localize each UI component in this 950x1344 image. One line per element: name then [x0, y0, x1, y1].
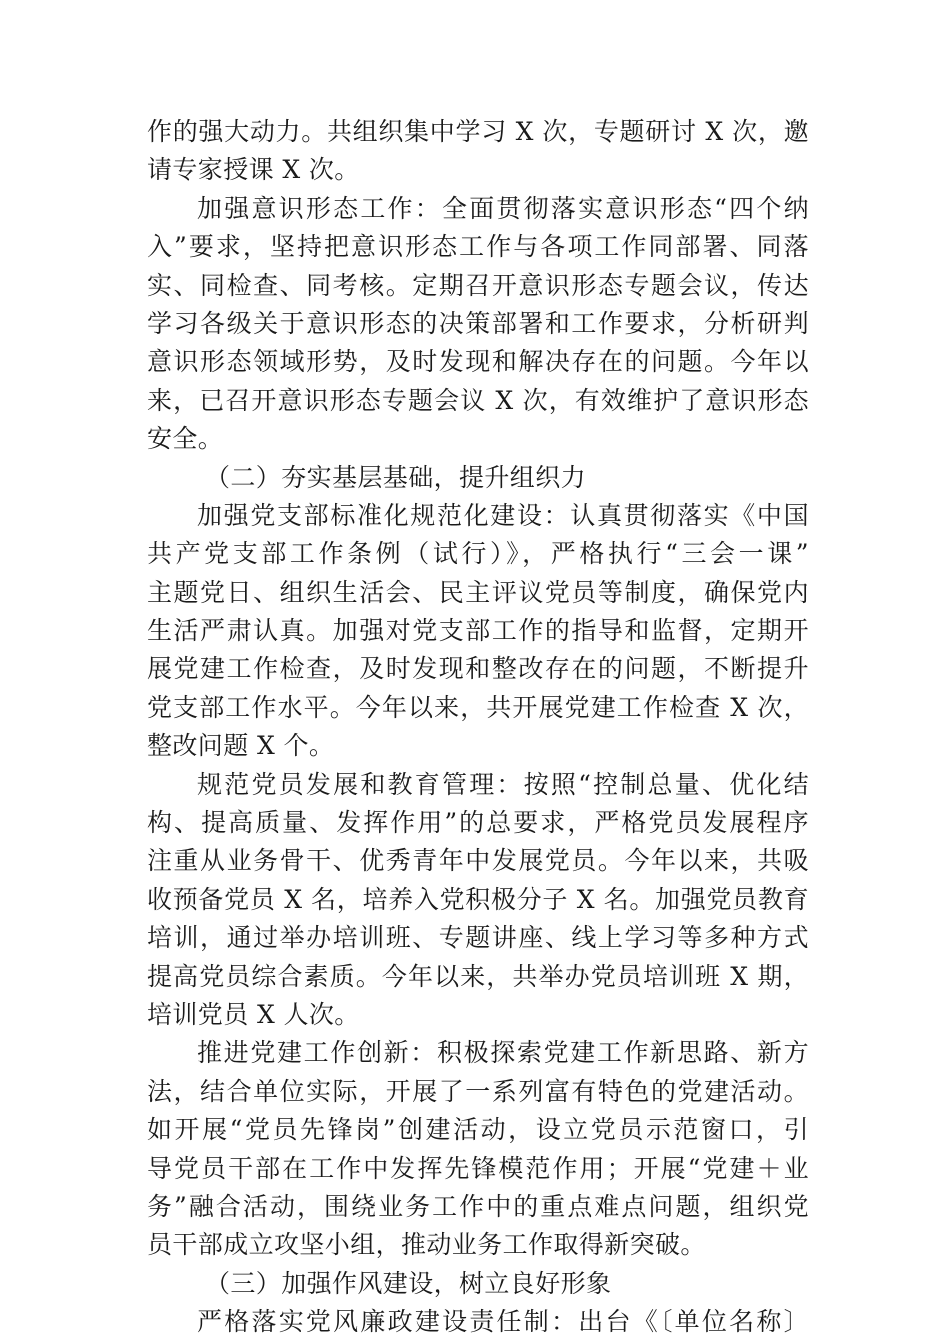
paragraph-line: 主题党日、组织生活会、民主评议党员等制度，确保党内 [147, 577, 809, 607]
paragraph-line: 作的强大动力。共组织集中学习 X 次，专题研讨 X 次，邀 [147, 117, 809, 146]
paragraph-line: 导党员干部在工作中发挥先锋模范作用；开展“党建＋业 [147, 1153, 809, 1183]
paragraph-line: 安全。 [147, 424, 224, 454]
paragraph-line: 学习各级关于意识形态的决策部署和工作要求，分析研判 [147, 308, 809, 338]
paragraph-line: 共产党支部工作条例（试行）》，严格执行“三会一课” [147, 539, 809, 569]
paragraph-line: 培训，通过举办培训班、专题讲座、线上学习等多种方式 [147, 923, 809, 953]
paragraph-line: 构、提高质量、发挥作用”的总要求，严格党员发展程序 [147, 808, 809, 838]
paragraph-line: 培训党员 X 人次。 [147, 999, 360, 1029]
paragraph-line: 注重从业务骨干、优秀青年中发展党员。今年以来，共吸 [147, 846, 809, 876]
paragraph-line: 整改问题 X 个。 [147, 731, 335, 761]
paragraph-line: 入”要求，坚持把意识形态工作与各项工作同部署、同落 [147, 232, 809, 262]
paragraph-line: 收预备党员 X 名，培养入党积极分子 X 名。加强党员教育 [147, 884, 809, 914]
paragraph-line: 提高党员综合素质。今年以来，共举办党员培训班 X 期， [147, 961, 809, 991]
paragraph-line: 规范党员发展和教育管理：按照“控制总量、优化结 [197, 769, 809, 799]
paragraph-line: 意识形态领域形势，及时发现和解决存在的问题。今年以 [147, 347, 809, 377]
paragraph-line: 请专家授课 X 次。 [147, 155, 360, 185]
paragraph-line: 实、同检查、同考核。定期召开意识形态专题会议，传达 [147, 270, 809, 300]
paragraph-line: 加强意识形态工作：全面贯彻落实意识形态“四个纳 [197, 193, 809, 223]
section-heading: （三）加强作风建设，树立良好形象 [205, 1268, 612, 1298]
paragraph-line: 务”融合活动，围绕业务工作中的重点难点问题，组织党 [147, 1191, 809, 1221]
paragraph-line: 生活严肃认真。加强对党支部工作的指导和监督，定期开 [147, 616, 809, 646]
paragraph-line: 法，结合单位实际，开展了一系列富有特色的党建活动。 [147, 1076, 809, 1106]
document-body [147, 113, 809, 1342]
paragraph-line: 员干部成立攻坚小组，推动业务工作取得新突破。 [147, 1230, 706, 1260]
paragraph-line: 严格落实党风廉政建设责任制：出台《〔单位名称〕 [197, 1307, 809, 1337]
paragraph-line: 来，已召开意识形态专题会议 X 次，有效维护了意识形态 [147, 385, 809, 415]
paragraph-line: 推进党建工作创新：积极探索党建工作新思路、新方 [197, 1038, 809, 1068]
paragraph-line: 加强党支部标准化规范化建设：认真贯彻落实《中国 [197, 500, 809, 530]
paragraph-line: 展党建工作检查，及时发现和整改存在的问题，不断提升 [147, 654, 809, 684]
section-heading: （二）夯实基层基础，提升组织力 [205, 462, 587, 492]
paragraph-line: 党支部工作水平。今年以来，共开展党建工作检查 X 次， [147, 692, 809, 722]
paragraph-line: 如开展“党员先锋岗”创建活动，设立党员示范窗口，引 [147, 1115, 809, 1145]
